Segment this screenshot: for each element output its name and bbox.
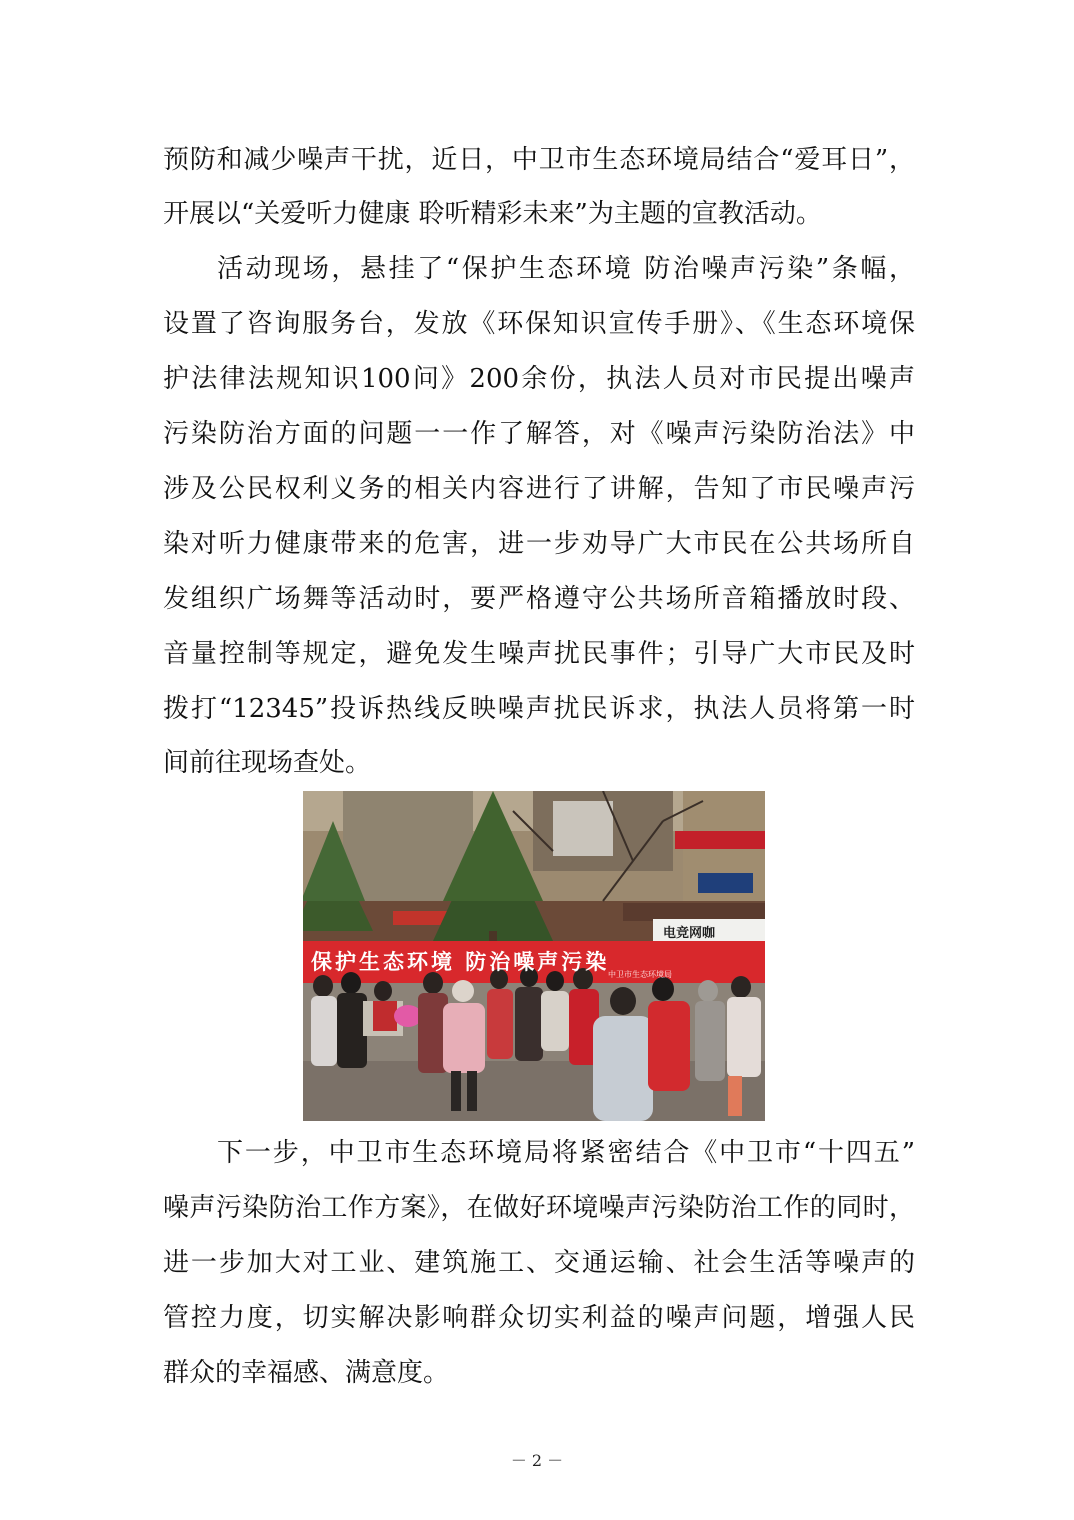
text-line: 活动现场，悬挂了“保护生态环境 防治噪声污染”条幅， xyxy=(217,254,915,284)
text-line: 间前往现场查处。 xyxy=(163,748,372,778)
text-line: 拨打“12345”投诉热线反映噪声扰民诉求，执法人员将第一时 xyxy=(163,694,915,724)
text-line: 音量控制等规定，避免发生噪声扰民事件；引导广大市民及时 xyxy=(163,639,915,669)
text-line: 染对听力健康带来的危害，进一步劝导广大市民在公共场所自 xyxy=(163,529,915,559)
text-line: 噪声污染防治工作方案》，在做好环境噪声污染防治工作的同时， xyxy=(163,1193,915,1223)
text-line: 群众的幸福感、满意度。 xyxy=(163,1358,450,1388)
text-line: 设置了咨询服务台，发放《环保知识宣传手册》、《生态环境保 xyxy=(163,309,915,339)
event-photo xyxy=(303,791,765,1121)
text-line: 开展以“关爱听力健康 聆听精彩未来”为主题的宣教活动。 xyxy=(163,199,822,229)
text-line: 污染防治方面的问题一一作了解答，对《噪声污染防治法》中 xyxy=(163,419,915,449)
page-number: － 2 － xyxy=(510,1451,564,1470)
cafe-sign: 电竞网咖 xyxy=(663,926,716,941)
text-line: 发组织广场舞等活动时，要严格遵守公共场所音箱播放时段、 xyxy=(163,584,915,614)
text-line: 进一步加大对工业、建筑施工、交通运输、社会生活等噪声的 xyxy=(163,1248,915,1278)
text-line: 涉及公民权利义务的相关内容进行了讲解，告知了市民噪声污 xyxy=(163,474,915,504)
text-line: 下一步，中卫市生态环境局将紧密结合《中卫市“十四五” xyxy=(217,1138,915,1168)
banner-text: 保护生态环境 防治噪声污染 xyxy=(311,950,610,974)
text-line: 管控力度，切实解决影响群众切实利益的噪声问题，增强人民 xyxy=(163,1303,915,1333)
banner-organization: 中卫市生态环境局 xyxy=(608,970,672,979)
text-line: 预防和减少噪声干扰，近日，中卫市生态环境局结合“爱耳日”， xyxy=(163,145,915,175)
text-line: 护法律法规知识100问》200余份，执法人员对市民提出噪声 xyxy=(163,364,915,394)
